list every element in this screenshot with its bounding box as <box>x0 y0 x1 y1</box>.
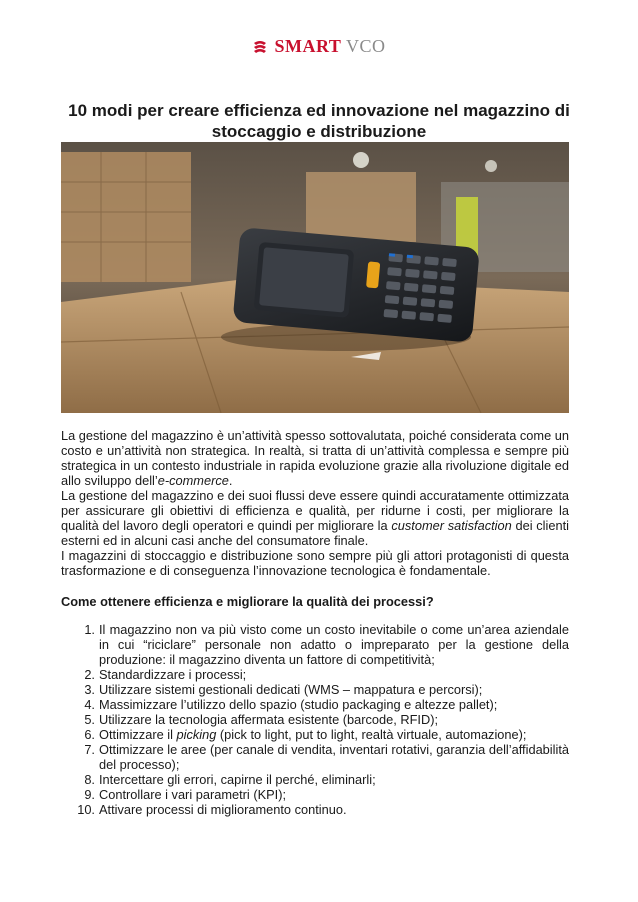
section-heading: Come ottenere efficienza e migliorare la qualità dei processi? <box>61 594 434 609</box>
list-number: 7. <box>84 742 95 757</box>
document-title: 10 modi per creare efficienza ed innovazione nel magazzino di stoccaggio e distribuzione <box>68 101 570 141</box>
list-item <box>61 667 569 682</box>
list-text-pre: Ottimizzare il <box>99 727 177 742</box>
brand-logo <box>0 36 638 57</box>
list-text: Utilizzare la tecnologia affermata esistente (barcode, RFID); <box>99 712 439 727</box>
intro-p2-text: La gestione del magazzino e dei suoi flussi deve essere quindi accuratamente ottimizzata per assicurare gli obiettivi di efficienza e qualità, per ridurne i costi, per migliorare la qualità del lavoro degli operatori e quindi per migliorare la <box>61 488 569 533</box>
logo-mark-icon <box>252 39 268 55</box>
list-text: Utilizzare sistemi gestionali dedicati (WMS – mappatura e percorsi); <box>99 682 483 697</box>
intro-p2-emphasis: customer satisfaction <box>391 518 512 533</box>
intro-paragraph-2 <box>61 488 569 548</box>
intro-paragraph-1 <box>61 428 569 488</box>
list-text: Standardizzare i processi; <box>99 667 247 682</box>
warehouse-barcode-scanner-photo <box>61 142 569 413</box>
list-item <box>61 802 569 817</box>
list-item <box>61 682 569 697</box>
list-number: 1. <box>84 622 95 637</box>
list-text: Massimizzare l’utilizzo dello spazio (studio packaging e altezze pallet); <box>99 697 498 712</box>
logo-text <box>274 36 385 57</box>
steps-list <box>61 622 569 817</box>
list-text: Controllare i vari parametri (KPI); <box>99 787 287 802</box>
list-number: 9. <box>84 787 95 802</box>
list-item <box>61 787 569 802</box>
intro-p1-text: La gestione del magazzino è un’attività spesso sottovalutata, poiché considerata come un costo e un’attività non strategica. In realtà, si tratta di un’attività complessa e sempre più strategica in un contesto industriale in rapida evoluzione grazie alla rivoluzione digitale ed allo sviluppo dell’ <box>61 428 569 488</box>
list-item <box>61 622 569 667</box>
intro-p1-emphasis: e-commerce <box>157 473 229 488</box>
list-number: 3. <box>84 682 95 697</box>
list-number: 2. <box>84 667 95 682</box>
list-number: 5. <box>84 712 95 727</box>
list-text-emphasis: picking <box>176 727 217 742</box>
list-number: 6. <box>84 727 95 742</box>
logo-vco: VCO <box>346 36 386 56</box>
hero-photo <box>61 142 569 413</box>
intro-p1-end: . <box>228 473 233 488</box>
list-text: Attivare processi di miglioramento continuo. <box>99 802 347 817</box>
list-number: 10. <box>77 802 95 817</box>
list-text: Intercettare gli errori, capirne il perché, eliminarli; <box>99 772 376 787</box>
list-item <box>61 772 569 787</box>
intro-p2-end: dei clienti esterni ed in alcuni casi anche del consumatore finale. <box>61 518 569 548</box>
list-text <box>99 727 569 742</box>
list-item <box>61 742 569 772</box>
list-item <box>61 697 569 712</box>
logo-smart: SMART <box>274 36 342 56</box>
intro-text <box>61 428 569 578</box>
list-text: Ottimizzare le aree (per canale di vendita, inventari rotativi, garanzia dell’affidabilità del processo); <box>99 742 569 772</box>
list-text: Il magazzino non va più visto come un costo inevitabile o come un’area aziendale in cui “riciclare” personale non adatto o impreparato per la gestione della produzione: il magazzino diventa un fattore di competitività; <box>99 622 569 667</box>
list-item <box>61 712 569 727</box>
list-number: 4. <box>84 697 95 712</box>
list-item <box>61 727 569 742</box>
list-text-post: (pick to light, put to light, realtà virtuale, automazione); <box>216 727 527 742</box>
list-number: 8. <box>84 772 95 787</box>
intro-paragraph-3: I magazzini di stoccaggio e distribuzione sono sempre più gli attori protagonisti di questa trasformazione e di conseguenza l’innovazione tecnologica è fondamentale. <box>61 548 569 578</box>
